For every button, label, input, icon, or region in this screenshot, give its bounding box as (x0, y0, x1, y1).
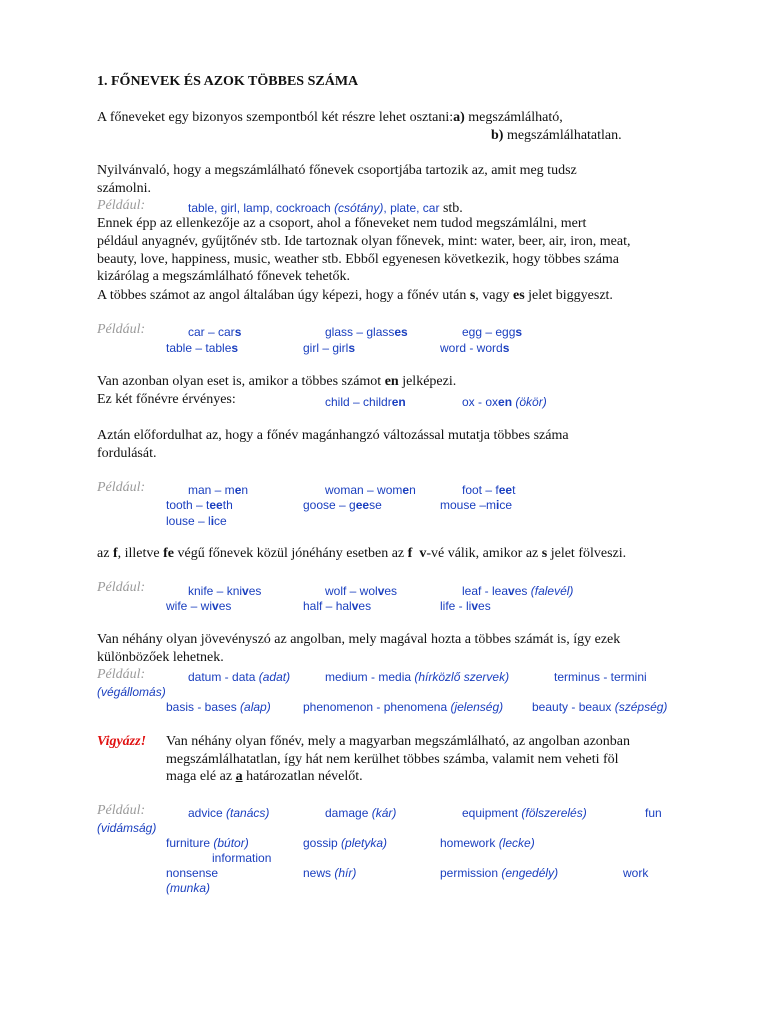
example-label: Például: (97, 198, 146, 213)
example-word: goose – geese (303, 498, 382, 512)
paragraph-line: különbözőek lehetnek. (97, 650, 224, 665)
example-word: basis - bases (alap) (166, 700, 271, 714)
example-word: news (hír) (303, 866, 357, 880)
example-word: table – tables (166, 341, 239, 355)
example-word: word - words (440, 341, 510, 355)
example-word: datum - data (adat) (188, 670, 291, 684)
paragraph-line: kizárólag a megszámlálható főnevek tehetők. (97, 269, 351, 284)
paragraph-line: beauty, love, happiness, music, weather stb. Ebből egyenesen következik, hogy többes száma (97, 252, 620, 267)
paragraph-line: Aztán előfordulhat az, hogy a főnév magánhangzó változással mutatja többes száma (97, 428, 569, 443)
example-word: ox - oxen (ökör) (462, 395, 547, 409)
example-word: louse – lice (166, 514, 227, 528)
paragraph-line: fordulását. (97, 446, 157, 461)
example-word: work (623, 866, 649, 880)
example-word: woman – women (325, 483, 416, 497)
example-word: (vidámság) (97, 821, 157, 835)
example-word: beauty - beaux (szépség) (532, 700, 668, 714)
example-word: tooth – teeth (166, 498, 233, 512)
example-word: wife – wives (166, 599, 232, 613)
example-label: Például: (97, 580, 146, 595)
paragraph-line: Nyilvánvaló, hogy a megszámlálható főnevek csoportjába tartozik az, amit meg tudsz (97, 163, 577, 178)
example-word: medium - media (hírközlő szervek) (325, 670, 510, 684)
example-word: life - lives (440, 599, 491, 613)
example-word: permission (engedély) (440, 866, 559, 880)
warning-line: Van néhány olyan főnév, mely a magyarban megszámlálható, az angolban azonban (166, 734, 631, 749)
paragraph-line: Ennek épp az ellenkezője az a csoport, ahol a főneveket nem tudod megszámlálni, mert (97, 216, 587, 231)
example-word: nonsense (166, 866, 219, 880)
example-word: car – cars (188, 325, 242, 339)
example-word: knife – knives (188, 584, 262, 598)
example-word: mouse –mice (440, 498, 513, 512)
example-label: Például: (97, 480, 146, 495)
example-word: man – men (188, 483, 249, 497)
warning-line: megszámlálhatatlan, így hát nem kerülhet többes számba, valamit nem veheti föl (166, 752, 619, 767)
example-word: phenomenon - phenomena (jelenség) (303, 700, 504, 714)
example-word: foot – feet (462, 483, 516, 497)
warning-line: maga elé az a határozatlan névelőt. (166, 769, 363, 784)
example-word: child – children (325, 395, 406, 409)
example-word: girl – girls (303, 341, 356, 355)
paragraph-line: A többes számot az angol általában úgy képezi, hogy a főnév után s, vagy es jelet biggyeszt. (97, 288, 613, 303)
example-label: Például: (97, 322, 146, 337)
example-word: damage (kár) (325, 806, 397, 820)
example-word: homework (lecke) (440, 836, 535, 850)
example-word: wolf – wolves (325, 584, 398, 598)
paragraph-line: Ez két főnévre érvényes: (97, 392, 236, 407)
intro-line-b: b) megszámlálhatatlan. (491, 128, 622, 143)
paragraph-line: Van néhány olyan jövevényszó az angolban, mely magával hozta a többes számát is, így ezek (97, 632, 621, 647)
paragraph-line: az f, illetve fe végű főnevek közül jónéhány esetben az f v-vé válik, amikor az s jelet fölveszi. (97, 546, 627, 561)
example-word: equipment (fölszerelés) (462, 806, 587, 820)
example-word: information (212, 851, 272, 865)
example-inline: table, girl, lamp, cockroach (csótány), plate, car stb. (188, 201, 463, 216)
example-label: Például: (97, 667, 146, 682)
example-word: (végállomás) (97, 685, 166, 699)
example-word: (munka) (166, 881, 211, 895)
page-title: 1. FŐNEVEK ÉS AZOK TÖBBES SZÁMA (97, 74, 359, 89)
example-word: half – halves (303, 599, 372, 613)
example-word: fun (645, 806, 662, 820)
example-word: terminus - termini (554, 670, 647, 684)
paragraph-line: számolni. (97, 181, 152, 196)
example-word: advice (tanács) (188, 806, 270, 820)
example-word: leaf - leaves (falevél) (462, 584, 574, 598)
paragraph-line: Van azonban olyan eset is, amikor a többes számot en jelképezi. (97, 374, 457, 389)
example-word: egg – eggs (462, 325, 523, 339)
paragraph-line: például anyagnév, gyűjtőnév stb. Ide tartoznak olyan főnevek, mint: water, beer, air, iron, meat, (97, 234, 631, 249)
example-word: gossip (pletyka) (303, 836, 388, 850)
warning-label: Vigyázz! (97, 734, 147, 749)
intro-line: A főneveket egy bizonyos szempontból két részre lehet osztani:a) megszámlálható, (97, 110, 563, 125)
example-label: Például: (97, 803, 146, 818)
example-word: furniture (bútor) (166, 836, 249, 850)
example-word: glass – glasses (325, 325, 408, 339)
